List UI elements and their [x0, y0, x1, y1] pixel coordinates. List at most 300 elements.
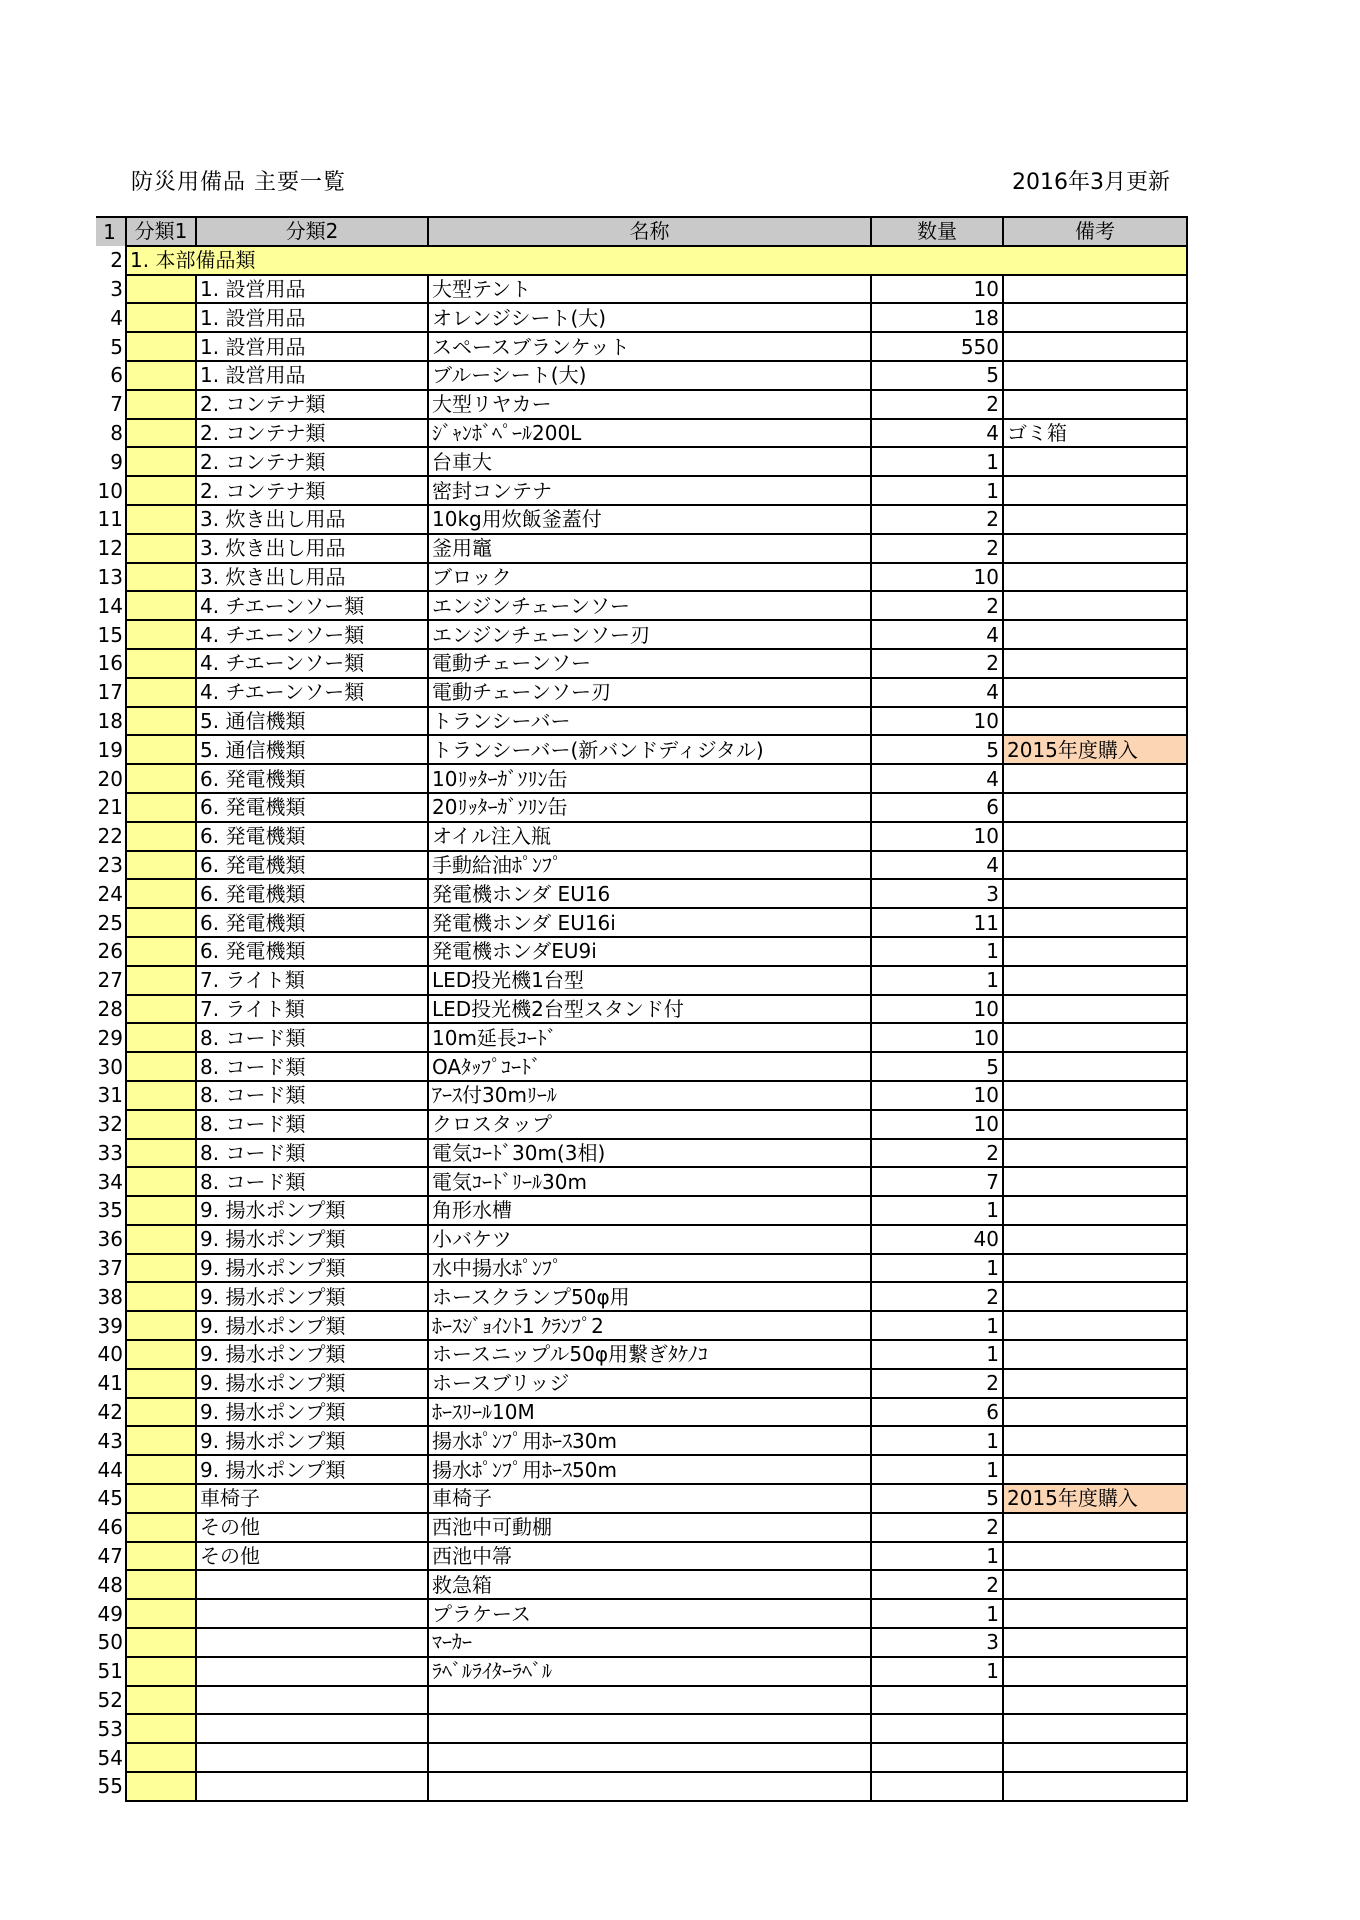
category1-cell: [126, 476, 196, 505]
category2-cell: 6. 発電機類: [196, 937, 428, 966]
category1-cell: [126, 303, 196, 332]
category2-cell: 7. ライト類: [196, 995, 428, 1024]
row-number: 26: [96, 937, 126, 966]
notes-cell: [1003, 447, 1187, 476]
quantity-cell: 1: [871, 1254, 1003, 1283]
category1-cell: [126, 563, 196, 592]
row-number: 44: [96, 1455, 126, 1484]
quantity-cell: [871, 1714, 1003, 1743]
table-row: [96, 505, 1187, 534]
category2-cell: 3. 炊き出し用品: [196, 563, 428, 592]
category2-cell: 6. 発電機類: [196, 879, 428, 908]
notes-cell: [1003, 361, 1187, 390]
equipment-table: [96, 216, 1188, 1802]
item-name-cell: 10kg用炊飯釜蓋付: [428, 505, 871, 534]
quantity-cell: 10: [871, 1110, 1003, 1139]
notes-cell: [1003, 1139, 1187, 1168]
table-row: [96, 1081, 1187, 1110]
table-row: [96, 822, 1187, 851]
row-number: 54: [96, 1743, 126, 1772]
category2-cell: [196, 1657, 428, 1686]
header-category1: 分類1: [126, 217, 196, 246]
quantity-cell: 1: [871, 1196, 1003, 1225]
category2-cell: 4. チエーンソー類: [196, 591, 428, 620]
category2-cell: 9. 揚水ポンプ類: [196, 1398, 428, 1427]
category1-cell: [126, 649, 196, 678]
quantity-cell: 5: [871, 361, 1003, 390]
item-name-cell: 小バケツ: [428, 1225, 871, 1254]
notes-cell: [1003, 937, 1187, 966]
notes-cell: [1003, 620, 1187, 649]
notes-cell: [1003, 1311, 1187, 1340]
quantity-cell: 2: [871, 1139, 1003, 1168]
notes-cell: [1003, 1081, 1187, 1110]
category1-cell: [126, 735, 196, 764]
table-row: [96, 735, 1187, 764]
category1-cell: [126, 505, 196, 534]
quantity-cell: 2: [871, 591, 1003, 620]
notes-cell: [1003, 1743, 1187, 1772]
item-name-cell: プラケース: [428, 1599, 871, 1628]
quantity-cell: 4: [871, 851, 1003, 880]
row-number: 22: [96, 822, 126, 851]
quantity-cell: 3: [871, 879, 1003, 908]
row-number: 13: [96, 563, 126, 592]
quantity-cell: 4: [871, 764, 1003, 793]
row-number: 29: [96, 1023, 126, 1052]
notes-cell: [1003, 995, 1187, 1024]
row-number: 6: [96, 361, 126, 390]
item-name-cell: 発電機ホンダ EU16: [428, 879, 871, 908]
category2-cell: 5. 通信機類: [196, 707, 428, 736]
row-number: 55: [96, 1772, 126, 1801]
category2-cell: [196, 1772, 428, 1801]
notes-cell: [1003, 1023, 1187, 1052]
category2-cell: 9. 揚水ポンプ類: [196, 1369, 428, 1398]
row-number: 15: [96, 620, 126, 649]
table-row: [96, 419, 1187, 448]
item-name-cell: ｼﾞｬﾝﾎﾞﾍﾟｰﾙ200L: [428, 419, 871, 448]
row-number: 38: [96, 1282, 126, 1311]
table-row: [96, 1686, 1187, 1715]
table-row: [96, 1340, 1187, 1369]
table-row: [96, 303, 1187, 332]
category1-cell: [126, 534, 196, 563]
table-row: [96, 1570, 1187, 1599]
item-name-cell: ﾎｰｽｼﾞｮｲﾝﾄ1 ｸﾗﾝﾌﾟ2: [428, 1311, 871, 1340]
category2-cell: 8. コード類: [196, 1052, 428, 1081]
notes-cell: 2015年度購入: [1003, 735, 1187, 764]
category1-cell: [126, 1023, 196, 1052]
category2-cell: 6. 発電機類: [196, 764, 428, 793]
row-number: 16: [96, 649, 126, 678]
category1-cell: [126, 332, 196, 361]
row-number: 42: [96, 1398, 126, 1427]
category1-cell: [126, 707, 196, 736]
category1-cell: [126, 1426, 196, 1455]
item-name-cell: [428, 1743, 871, 1772]
category2-cell: 車椅子: [196, 1484, 428, 1513]
row-number: 51: [96, 1657, 126, 1686]
item-name-cell: 電動チェーンソー: [428, 649, 871, 678]
row-number: 3: [96, 275, 126, 304]
quantity-cell: 2: [871, 649, 1003, 678]
notes-cell: [1003, 678, 1187, 707]
quantity-cell: 1: [871, 447, 1003, 476]
row-number: 20: [96, 764, 126, 793]
quantity-cell: 10: [871, 1081, 1003, 1110]
category1-cell: [126, 678, 196, 707]
category1-cell: [126, 1225, 196, 1254]
row-number: 21: [96, 793, 126, 822]
category2-cell: 9. 揚水ポンプ類: [196, 1225, 428, 1254]
quantity-cell: 2: [871, 1282, 1003, 1311]
quantity-cell: 4: [871, 620, 1003, 649]
category1-cell: [126, 879, 196, 908]
table-row: [96, 1254, 1187, 1283]
quantity-cell: 6: [871, 793, 1003, 822]
item-name-cell: 揚水ﾎﾟﾝﾌﾟ用ﾎｰｽ30m: [428, 1426, 871, 1455]
item-name-cell: 台車大: [428, 447, 871, 476]
quantity-cell: 1: [871, 1340, 1003, 1369]
category2-cell: 8. コード類: [196, 1110, 428, 1139]
item-name-cell: 救急箱: [428, 1570, 871, 1599]
header-notes: 備考: [1003, 217, 1187, 246]
table-row: [96, 937, 1187, 966]
row-number: 28: [96, 995, 126, 1024]
item-name-cell: 西池中箒: [428, 1542, 871, 1571]
item-name-cell: 電動チェーンソー刃: [428, 678, 871, 707]
category-label: 1. 本部備品類: [126, 246, 1187, 275]
category1-cell: [126, 1139, 196, 1168]
quantity-cell: [871, 1772, 1003, 1801]
document-title: 防災用備品 主要一覧: [131, 170, 346, 195]
row-number: 41: [96, 1369, 126, 1398]
row-number: 52: [96, 1686, 126, 1715]
item-name-cell: 西池中可動棚: [428, 1513, 871, 1542]
category2-cell: [196, 1599, 428, 1628]
table-row: [96, 879, 1187, 908]
notes-cell: [1003, 534, 1187, 563]
category1-cell: [126, 1196, 196, 1225]
notes-cell: [1003, 707, 1187, 736]
table-row: [96, 1657, 1187, 1686]
row-number: 23: [96, 851, 126, 880]
item-name-cell: ﾎｰｽﾘｰﾙ10M: [428, 1398, 871, 1427]
item-name-cell: 20ﾘｯﾀｰｶﾞｿﾘﾝ缶: [428, 793, 871, 822]
row-number: 32: [96, 1110, 126, 1139]
category2-cell: 2. コンテナ類: [196, 447, 428, 476]
row-number: 24: [96, 879, 126, 908]
quantity-cell: 1: [871, 1599, 1003, 1628]
item-name-cell: 密封コンテナ: [428, 476, 871, 505]
category1-cell: [126, 591, 196, 620]
table-row: [96, 995, 1187, 1024]
row-number: 1: [96, 217, 126, 246]
category1-cell: [126, 1542, 196, 1571]
category2-cell: 9. 揚水ポンプ類: [196, 1254, 428, 1283]
notes-cell: [1003, 1772, 1187, 1801]
category1-cell: [126, 1714, 196, 1743]
category1-cell: [126, 1772, 196, 1801]
item-name-cell: 手動給油ﾎﾟﾝﾌﾟ: [428, 851, 871, 880]
quantity-cell: 2: [871, 534, 1003, 563]
category2-cell: 8. コード類: [196, 1167, 428, 1196]
table-row: [96, 793, 1187, 822]
notes-cell: [1003, 275, 1187, 304]
category-row: [96, 246, 1187, 275]
item-name-cell: スペースブランケット: [428, 332, 871, 361]
quantity-cell: 4: [871, 419, 1003, 448]
table-row: [96, 332, 1187, 361]
category2-cell: 2. コンテナ類: [196, 476, 428, 505]
category2-cell: その他: [196, 1513, 428, 1542]
item-name-cell: 釜用竈: [428, 534, 871, 563]
item-name-cell: LED投光機2台型スタンド付: [428, 995, 871, 1024]
quantity-cell: 2: [871, 505, 1003, 534]
category2-cell: 1. 設営用品: [196, 275, 428, 304]
table-row: [96, 1743, 1187, 1772]
category1-cell: [126, 995, 196, 1024]
row-number: 9: [96, 447, 126, 476]
notes-cell: [1003, 1714, 1187, 1743]
quantity-cell: 10: [871, 563, 1003, 592]
category2-cell: 8. コード類: [196, 1023, 428, 1052]
item-name-cell: [428, 1714, 871, 1743]
category1-cell: [126, 851, 196, 880]
category2-cell: 8. コード類: [196, 1139, 428, 1168]
quantity-cell: 1: [871, 1455, 1003, 1484]
category2-cell: 3. 炊き出し用品: [196, 505, 428, 534]
notes-cell: ゴミ箱: [1003, 419, 1187, 448]
notes-cell: [1003, 563, 1187, 592]
category2-cell: 9. 揚水ポンプ類: [196, 1282, 428, 1311]
quantity-cell: 1: [871, 1657, 1003, 1686]
category2-cell: 6. 発電機類: [196, 822, 428, 851]
quantity-cell: 1: [871, 476, 1003, 505]
quantity-cell: 2: [871, 390, 1003, 419]
notes-cell: [1003, 1657, 1187, 1686]
category1-cell: [126, 1254, 196, 1283]
table-row: [96, 1599, 1187, 1628]
row-number: 33: [96, 1139, 126, 1168]
table-row: [96, 1110, 1187, 1139]
item-name-cell: ホースクランプ50φ用: [428, 1282, 871, 1311]
quantity-cell: 1: [871, 1426, 1003, 1455]
row-number: 48: [96, 1570, 126, 1599]
header-row: [96, 217, 1187, 246]
quantity-cell: 2: [871, 1570, 1003, 1599]
table-row: [96, 1167, 1187, 1196]
table-row: [96, 361, 1187, 390]
quantity-cell: 5: [871, 1052, 1003, 1081]
table-row: [96, 390, 1187, 419]
table-row: [96, 591, 1187, 620]
notes-cell: [1003, 390, 1187, 419]
table-row: [96, 1484, 1187, 1513]
category2-cell: 4. チエーンソー類: [196, 678, 428, 707]
row-number: 8: [96, 419, 126, 448]
category2-cell: [196, 1686, 428, 1715]
item-name-cell: 発電機ホンダ EU16i: [428, 908, 871, 937]
table-row: [96, 620, 1187, 649]
row-number: 19: [96, 735, 126, 764]
row-number: 18: [96, 707, 126, 736]
category2-cell: 9. 揚水ポンプ類: [196, 1340, 428, 1369]
category1-cell: [126, 620, 196, 649]
item-name-cell: 水中揚水ﾎﾟﾝﾌﾟ: [428, 1254, 871, 1283]
category1-cell: [126, 937, 196, 966]
table-row: [96, 966, 1187, 995]
quantity-cell: 18: [871, 303, 1003, 332]
table-row: [96, 1542, 1187, 1571]
category1-cell: [126, 1686, 196, 1715]
category2-cell: 9. 揚水ポンプ類: [196, 1455, 428, 1484]
row-number: 31: [96, 1081, 126, 1110]
notes-cell: [1003, 1369, 1187, 1398]
notes-cell: [1003, 591, 1187, 620]
category1-cell: [126, 1282, 196, 1311]
category2-cell: [196, 1628, 428, 1657]
category1-cell: [126, 1311, 196, 1340]
row-number: 53: [96, 1714, 126, 1743]
category2-cell: 6. 発電機類: [196, 908, 428, 937]
notes-cell: 2015年度購入: [1003, 1484, 1187, 1513]
item-name-cell: オレンジシート(大): [428, 303, 871, 332]
item-name-cell: ブロック: [428, 563, 871, 592]
updated-date: 2016年3月更新: [1012, 170, 1170, 195]
category1-cell: [126, 1628, 196, 1657]
quantity-cell: 2: [871, 1513, 1003, 1542]
category1-cell: [126, 908, 196, 937]
category1-cell: [126, 1167, 196, 1196]
notes-cell: [1003, 1225, 1187, 1254]
category2-cell: 6. 発電機類: [196, 851, 428, 880]
quantity-cell: 10: [871, 822, 1003, 851]
quantity-cell: 550: [871, 332, 1003, 361]
notes-cell: [1003, 793, 1187, 822]
quantity-cell: 6: [871, 1398, 1003, 1427]
category1-cell: [126, 1369, 196, 1398]
item-name-cell: ホースニップル50φ用繋ぎﾀｹﾉｺ: [428, 1340, 871, 1369]
quantity-cell: 5: [871, 1484, 1003, 1513]
row-number: 47: [96, 1542, 126, 1571]
item-name-cell: 発電機ホンダEU9i: [428, 937, 871, 966]
quantity-cell: 11: [871, 908, 1003, 937]
notes-cell: [1003, 879, 1187, 908]
notes-cell: [1003, 908, 1187, 937]
category1-cell: [126, 966, 196, 995]
row-number: 43: [96, 1426, 126, 1455]
category2-cell: 9. 揚水ポンプ類: [196, 1426, 428, 1455]
category1-cell: [126, 419, 196, 448]
item-name-cell: 10ﾘｯﾀｰｶﾞｿﾘﾝ缶: [428, 764, 871, 793]
row-number: 36: [96, 1225, 126, 1254]
row-number: 35: [96, 1196, 126, 1225]
item-name-cell: [428, 1686, 871, 1715]
item-name-cell: 電気ｺｰﾄﾞﾘｰﾙ30m: [428, 1167, 871, 1196]
item-name-cell: トランシーバー: [428, 707, 871, 736]
category1-cell: [126, 1340, 196, 1369]
table-row: [96, 1282, 1187, 1311]
table-row: [96, 1714, 1187, 1743]
table-row: [96, 1023, 1187, 1052]
notes-cell: [1003, 1167, 1187, 1196]
table-row: [96, 851, 1187, 880]
item-name-cell: ﾗﾍﾞﾙﾗｲﾀｰﾗﾍﾞﾙ: [428, 1657, 871, 1686]
notes-cell: [1003, 303, 1187, 332]
row-number: 46: [96, 1513, 126, 1542]
quantity-cell: 10: [871, 995, 1003, 1024]
table-row: [96, 1225, 1187, 1254]
category1-cell: [126, 361, 196, 390]
table-row: [96, 1455, 1187, 1484]
category1-cell: [126, 822, 196, 851]
category2-cell: 9. 揚水ポンプ類: [196, 1196, 428, 1225]
category2-cell: 7. ライト類: [196, 966, 428, 995]
category1-cell: [126, 390, 196, 419]
notes-cell: [1003, 851, 1187, 880]
notes-cell: [1003, 476, 1187, 505]
quantity-cell: 3: [871, 1628, 1003, 1657]
quantity-cell: 10: [871, 707, 1003, 736]
category1-cell: [126, 1599, 196, 1628]
notes-cell: [1003, 966, 1187, 995]
row-number: 14: [96, 591, 126, 620]
category2-cell: 6. 発電機類: [196, 793, 428, 822]
quantity-cell: 5: [871, 735, 1003, 764]
row-number: 49: [96, 1599, 126, 1628]
row-number: 5: [96, 332, 126, 361]
quantity-cell: 4: [871, 678, 1003, 707]
category1-cell: [126, 1570, 196, 1599]
category1-cell: [126, 1657, 196, 1686]
notes-cell: [1003, 505, 1187, 534]
table-row: [96, 534, 1187, 563]
item-name-cell: ブルーシート(大): [428, 361, 871, 390]
notes-cell: [1003, 1686, 1187, 1715]
category1-cell: [126, 1110, 196, 1139]
notes-cell: [1003, 764, 1187, 793]
table-row: [96, 1369, 1187, 1398]
item-name-cell: ﾏｰｶｰ: [428, 1628, 871, 1657]
notes-cell: [1003, 1455, 1187, 1484]
table-row: [96, 275, 1187, 304]
item-name-cell: 大型テント: [428, 275, 871, 304]
quantity-cell: 1: [871, 1311, 1003, 1340]
item-name-cell: エンジンチェーンソー刃: [428, 620, 871, 649]
table-row: [96, 1052, 1187, 1081]
item-name-cell: OAﾀｯﾌﾟｺｰﾄﾞ: [428, 1052, 871, 1081]
quantity-cell: 1: [871, 937, 1003, 966]
row-number: 4: [96, 303, 126, 332]
row-number: 45: [96, 1484, 126, 1513]
item-name-cell: 電気ｺｰﾄﾞ30m(3相): [428, 1139, 871, 1168]
table-row: [96, 1196, 1187, 1225]
category2-cell: [196, 1714, 428, 1743]
category2-cell: 1. 設営用品: [196, 303, 428, 332]
table-row: [96, 563, 1187, 592]
row-number: 25: [96, 908, 126, 937]
row-number: 30: [96, 1052, 126, 1081]
item-name-cell: 車椅子: [428, 1484, 871, 1513]
table-row: [96, 476, 1187, 505]
notes-cell: [1003, 1513, 1187, 1542]
item-name-cell: 角形水槽: [428, 1196, 871, 1225]
table-row: [96, 908, 1187, 937]
category1-cell: [126, 275, 196, 304]
row-number: 50: [96, 1628, 126, 1657]
